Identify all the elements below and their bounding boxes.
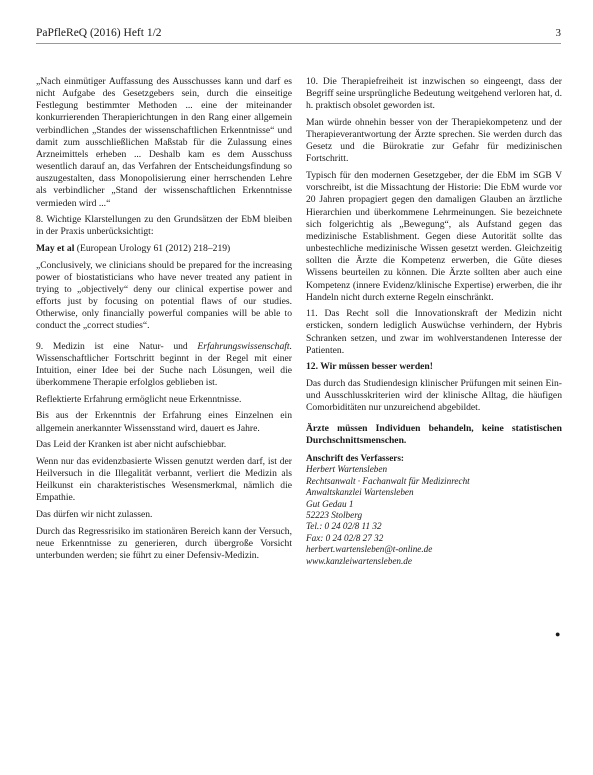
right-column [306,76,562,567]
end-mark: ● [555,629,561,639]
paragraph-study-design: Das durch das Studiendesign klinischer Prüfungen mit seinen Ein- und Ausschlusskriterien wird der klinische Alltag, die häufigen Comorbiditäten nur unzureichend abgebildet. [306,378,562,414]
page-number: 3 [555,27,561,39]
address-city: 52223 Stolberg [306,509,363,520]
point-12-heading: 12. Wir müssen besser werden! [306,361,433,373]
paragraph-years: Bis aus der Erkenntnis der Erfahrung eines Einzelnen ein allgemein anerkannter Wissensstand wird, dauert es Jahre. [36,410,292,434]
citation-source: (European Urology 61 (2012) 218–219) [74,243,231,255]
point-8: 8. Wichtige Klarstellungen zu den Grundsätzen der EbM bleiben in der Praxis unberücksichtigt: [36,214,292,238]
point-9 [36,341,292,390]
citation-author: May et al [36,243,75,255]
point-9-rest: Wissenschaftlicher Fortschritt beginnt in der Regel mit einer Intuition, einer Idee bei der Suche nach Lösungen, weil die überkommene Therapie erfolglos geblieben ist. [36,352,292,389]
address-street: Gut Gedau 1 [306,498,354,509]
paragraph-evidence: Wenn nur das evidenzbasierte Wissen genutzt werden darf, ist der Heilversuch in die Illegalität verbannt, verliert die Medizin als Heilkunst ein charakteristisches Wesensmerkmal, nämlich die Empathie. [36,455,292,504]
fax-number: Fax: 0 24 02/8 27 32 [306,532,384,543]
paragraph-suffering: Das Leid der Kranken ist aber nicht aufschiebbar. [36,439,227,451]
journal-header: PaPfleReQ (2016) Heft 1/2 [36,27,162,39]
point-10: 10. Die Therapiefreiheit ist inzwischen so eingeengt, dass der Begriff seine ursprüngliche Bedeutung weitgehend verloren hat, d. h. praktisch obsolet geworden ist. [306,76,562,112]
closing-statement: Ärzte müssen Individuen behandeln, keine statistischen Durchschnittsmenschen. [306,422,562,446]
point-9-italic: Erfahrungswissenschaft. [197,340,292,352]
website: www.kanzleiwartensleben.de [306,555,412,566]
paragraph-ebm-history: Typisch für den modernen Gesetzgeber, der die EbM im SGB V vorschreibt, ist die Missachtung der Historie: Die EbM wurde vor 20 Jahren propagiert gegen den damaligen Glauben an ärztliche Hierarchien und überkommene Lehrmeinungen. Sie bezeichnete sich folgerichtig als „Bewegung“, als Aufstand gegen das medizinische Establishment. Gegen diese Autorität sollte das unbestechliche medizinische Wissen gesetzt werden. Gleichzeitig sollten die Ärzte die Kompetenz erwerben, die Güte dieses Wissens beurteilen zu können. Die Ärzte sollten aber auch eine Kompetenz (innere Evidenz/klinische Expertise) erwerben, die ihr Handeln nicht durch externe Regeln einschränkt. [306,170,562,303]
address-label: Anschrift des Verfassers: [306,452,404,463]
quote-english: „Conclusively, we clinicians should be prepared for the increasing power of biostatisticians who have never treated any patient in trying to „objectively“ deny our clinical expertise power and efforts just by focusing on potential flaws of our studies. Otherwise, only financially powerful companies will be able to conduct the „correct studies“. [36,259,292,332]
left-column [36,76,292,567]
email-address: herbert.wartensleben@t-online.de [306,544,433,555]
author-title: Rechtsanwalt · Fachanwalt für Medizinrecht [306,475,470,486]
quote-committee: „Nach einmütiger Auffassung des Ausschusses kann und darf es nicht Aufgabe des Gesetzgebers sein, durch die einseitige Festlegung bestimmter Methoden ... eine der miteinander konkurrierenden Therapierichtungen in den Rang einer allgemein verbindlichen „Standes der wissenschaftlichen Erkenntnisse“ und damit zum ausschließlichen Maßstab für die Zulassung eines Arzneimittels erheben ... Deshalb kam es dem Ausschuss wesentlich darauf an, das Verfahren der Entscheidungsfindung so auszugestalten, dass Monopolisierung einer herrschenden Lehre als verbindlicher „Stand der wissenschaftlichen Erkenntnisse vermieden wird ...“ [36,76,292,209]
paragraph-regress: Durch das Regressrisiko im stationären Bereich kann der Versuch, neue Erkenntnisse zu generieren, durch übergroße Vorsicht unterbunden werden; sie führt zu einer Defensiv-Medizin. [36,525,292,561]
paragraph-not-allow: Das dürfen wir nicht zulassen. [36,509,153,520]
paragraph-reflection: Reflektierte Erfahrung ermöglicht neue Erkenntnisse. [36,393,242,405]
citation [36,243,292,255]
author-office: Anwaltskanzlei Wartensleben [306,487,414,498]
header-rule [36,43,561,44]
paragraph-competence: Man würde ohnehin besser von der Therapiekompetenz und der Therapieverantwortung der Ärzte sprechen. Sie werden durch das Gesetz und die Bürokratie zur Gefahr für medizinischen Fortschritt. [306,116,562,165]
author-name: Herbert Wartensleben [306,464,388,475]
point-11: 11. Das Recht soll die Innovationskraft der Medizin nicht ersticken, sondern lediglich Auswüchse verhindern, der Hybris Schranken setzen, und zwar im wohlverstandenen Interesse der Patienten. [306,308,562,356]
phone-number: Tel.: 0 24 02/8 11 32 [306,521,382,532]
author-address-block [306,453,562,567]
point-9-start: 9. Medizin ist eine Natur- und [36,340,198,352]
